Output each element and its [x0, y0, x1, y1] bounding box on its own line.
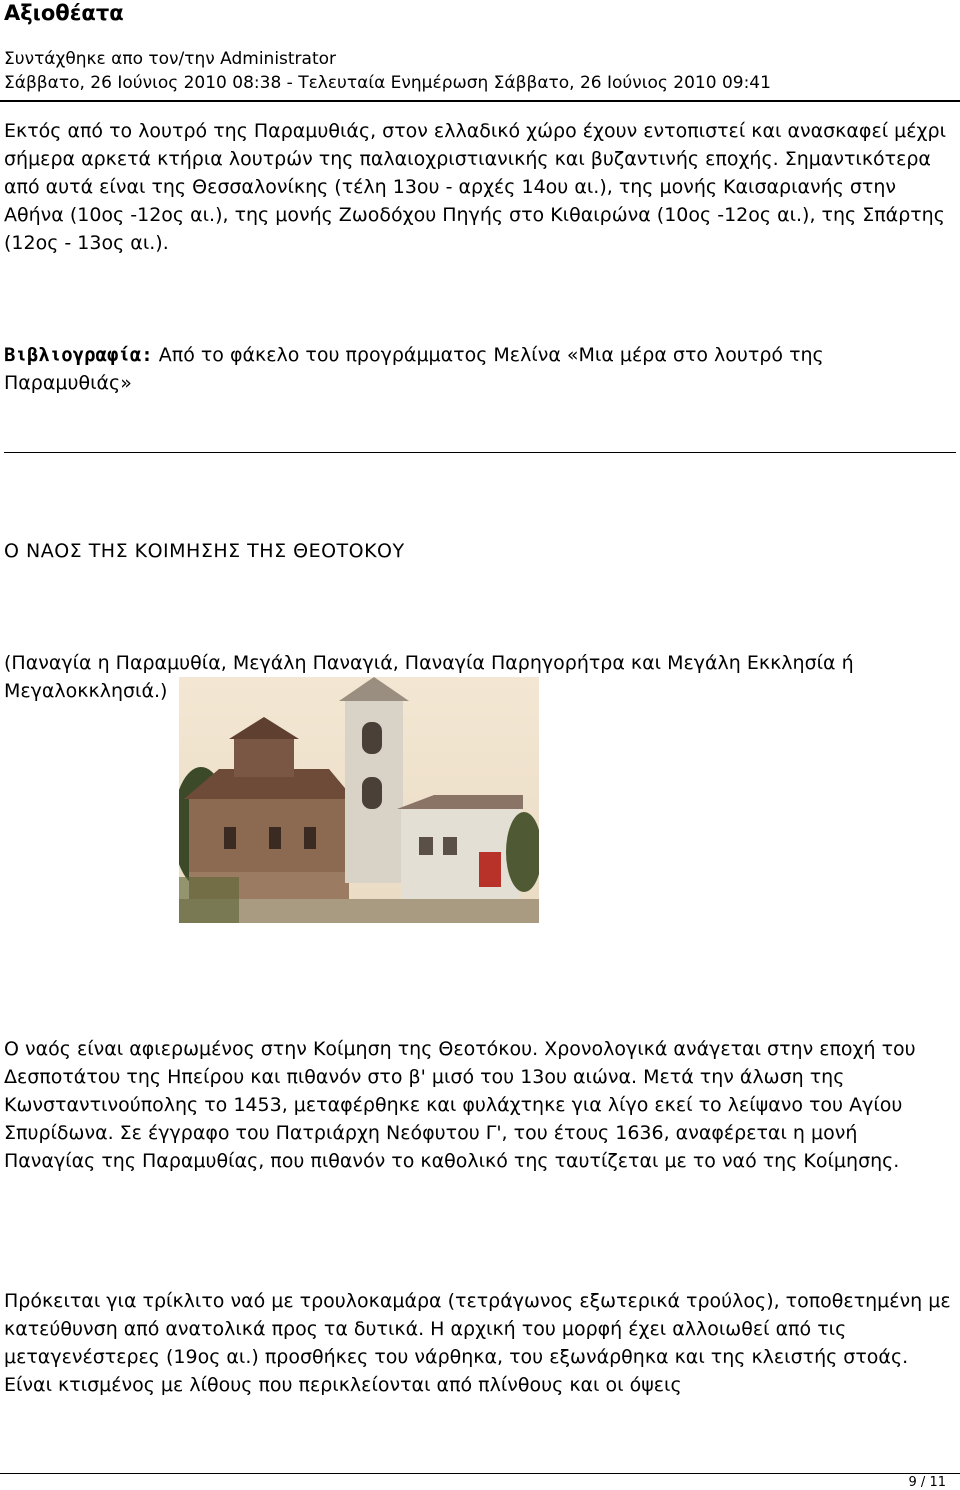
page-title: Αξιοθέατα: [4, 1, 124, 25]
intro-paragraph: Εκτός από το λουτρό της Παραμυθιάς, στον ελλαδικό χώρο έχουν εντοπιστεί και ανασκαφεί μέχρι σήμερα αρκετά κτήρια λουτρών της παλαιοχριστιανικής και βυζαντινής εποχής. Σημαντικότερα από αυτά είναι της Θεσσαλονίκης (τέλη 13ου - αρχές 14ου αι.), της μονής Καισαριανής στην Αθήνα (10ος -12ος αι.), της μονής Ζωοδόχου Πηγής στο Κιθαιρώνα (10ος -12ος αι.), της Σπάρτης (12ος - 13ος αι.).: [4, 120, 947, 254]
footer-divider: [0, 1473, 960, 1474]
bibliography-paragraph: [4, 341, 952, 397]
header-divider: [0, 100, 960, 102]
section-heading: Ο ΝΑΟΣ ΤΗΣ ΚΟΙΜΗΣΗΣ ΤΗΣ ΘΕΟΤΟΚΟΥ: [4, 540, 405, 562]
bibliography-text: Από το φάκελο του προγράμματος Μελίνα «Μια μέρα στο λουτρό της Παραμυθιάς»: [4, 344, 824, 394]
section-divider: [4, 452, 956, 453]
date-line: Σάββατο, 26 Ιούνιος 2010 08:38 - Τελευταία Ενημέρωση Σάββατο, 26 Ιούνιος 2010 09:41: [4, 73, 771, 93]
author-line: Συντάχθηκε απο τον/την Administrator: [4, 49, 337, 69]
bibliography-label: Βιβλιογραφία:: [4, 344, 153, 366]
architecture-paragraph: Πρόκειται για τρίκλιτο ναό με τρουλοκαμάρα (τετράγωνος εξωτερικά τρούλος), τοποθετημένη με κατεύθυνση από ανατολικά προς τα δυτικά. Η αρχική του μορφή έχει αλλοιωθεί από τις μεταγενέστερες (19ος αι.) προσθήκες του νάρθηκα, του εξωνάρθηκα και της κλειστής στοάς. Είναι κτισμένος με λίθους που περικλείονται από πλίνθους και οι όψεις: [4, 1290, 951, 1396]
page-number: 9 / 11: [908, 1475, 946, 1490]
church-names-paragraph: (Παναγία η Παραμυθία, Μεγάλη Παναγιά, Παναγία Παρηγορήτρα και Μεγάλη Εκκλησία ή Μεγαλοκκλησιά.): [4, 652, 854, 702]
church-photo: [179, 677, 539, 923]
history-paragraph: Ο ναός είναι αφιερωμένος στην Κοίμηση της Θεοτόκου. Χρονολογικά ανάγεται στην εποχή του Δεσποτάτου της Ηπείρου και πιθανόν στο β' μισό του 13ου αιώνα. Μετά την άλωση της Κωνσταντινούπολης το 1453, μεταφέρθηκε και φυλάχτηκε για λίγο εκεί το λείψανο του Αγίου Σπυρίδωνα. Σε έγγραφο του Πατριάρχη Νεόφυτου Γ', του έτους 1636, αναφέρεται η μονή Παναγίας της Παραμυθίας, που πιθανόν το καθολικό της ταυτίζεται με το ναό της Κοίμησης.: [4, 1038, 916, 1172]
